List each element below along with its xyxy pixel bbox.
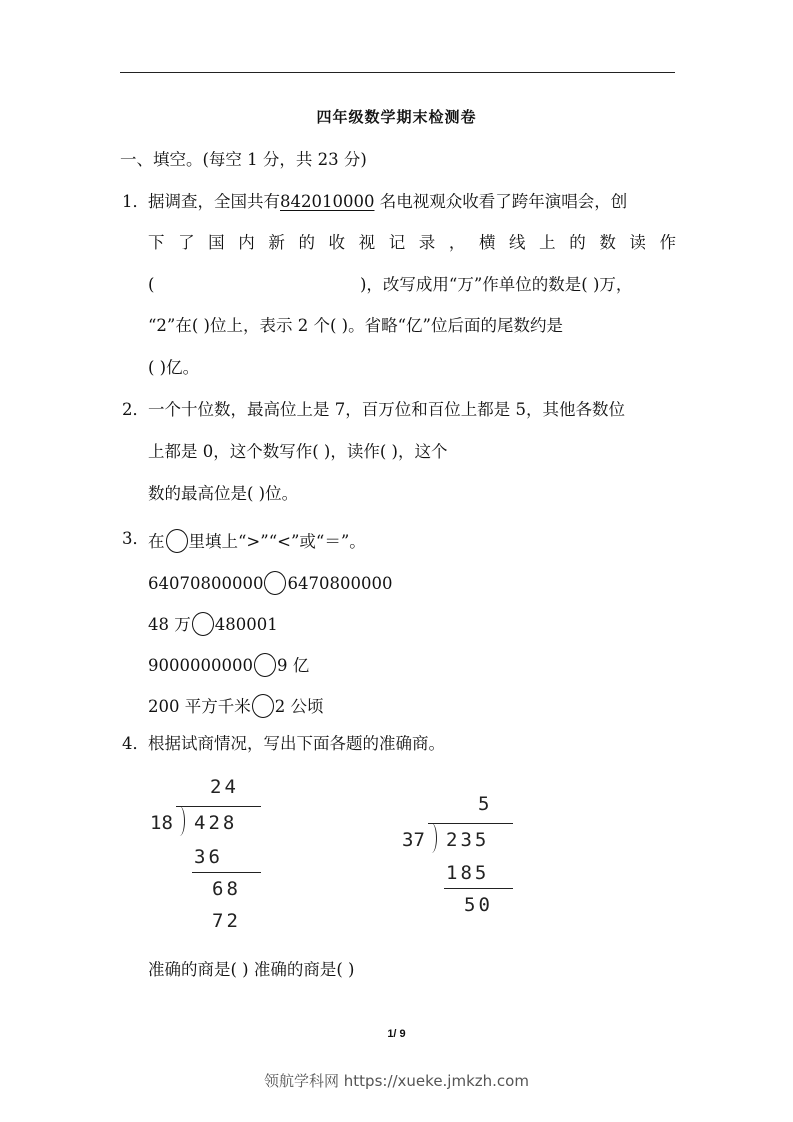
q1-line3-open: ( — [148, 275, 155, 294]
division-dividend: 428 — [194, 812, 238, 834]
q3-line1: 在 里填上“>”“<”或“＝”。 — [148, 529, 366, 553]
division-product: 185 — [446, 862, 490, 884]
q2-line2: 上都是 0，这个数写作( )，读作( )，这个 — [148, 442, 448, 461]
division-bar — [176, 806, 261, 807]
page-number: 1/ 9 — [387, 1028, 406, 1040]
q1-line1: 据调查，全国共有842010000 名电视观众收看了跨年演唱会，创 — [148, 192, 628, 211]
q1-line4: “2”在( )位上，表示 2 个( )。省略“亿”位后面的尾数约是 — [148, 316, 563, 335]
division-remainder: 50 — [464, 894, 493, 916]
q3-item: 64070800000 6470800000 — [148, 571, 392, 595]
q4-number: 4． — [122, 734, 149, 753]
q2-line3: 数的最高位是( )位。 — [148, 484, 299, 503]
division-divisor: 37 — [402, 829, 425, 851]
page-title: 四年级数学期末检测卷 — [316, 108, 477, 126]
q3-item: 9000000000 9 亿 — [148, 653, 309, 677]
q1-line2: 下了国内新的收视记录，横线上的数读作 — [148, 233, 676, 252]
division-quotient: 24 — [210, 776, 239, 798]
division-remainder: 68 — [212, 878, 241, 900]
division-bar — [428, 823, 513, 824]
compare-circle-icon[interactable] — [264, 571, 286, 595]
q2-number: 2． — [122, 400, 149, 419]
compare-circle-icon — [166, 529, 188, 553]
section-heading: 一、填空。(每空 1 分，共 23 分) — [120, 150, 367, 169]
compare-circle-icon[interactable] — [254, 653, 276, 677]
division-dividend: 235 — [446, 829, 490, 851]
division-subtract-line — [444, 888, 513, 889]
q3-item: 200 平方千米 2 公顷 — [148, 694, 324, 718]
division-divisor: 18 — [150, 812, 173, 834]
q4-line1: 根据试商情况，写出下面各题的准确商。 — [148, 734, 445, 753]
q2-line1: 一个十位数，最高位上是 7，百万位和百位上都是 5，其他各数位 — [148, 400, 625, 419]
division-product: 36 — [194, 846, 223, 868]
division-subtract-line — [192, 872, 261, 873]
compare-circle-icon[interactable] — [252, 694, 274, 718]
q3-item: 48 万 480001 — [148, 612, 278, 636]
division-bracket — [428, 823, 437, 853]
q1-number: 1． — [122, 192, 149, 211]
q4-answer-line: 准确的商是( ) 准确的商是( ) — [148, 960, 355, 979]
top-rule — [120, 72, 675, 73]
division-quotient: 5 — [478, 793, 490, 815]
q1-line3: )，改写成用“万”作单位的数是( )万， — [360, 275, 633, 294]
footer-watermark: 领航学科网 https://xueke.jmkzh.com — [264, 1072, 529, 1090]
compare-circle-icon[interactable] — [192, 612, 214, 636]
q3-number: 3． — [122, 529, 149, 548]
division-bracket — [176, 806, 185, 836]
q1-underlined-number: 842010000 — [280, 192, 375, 211]
q1-line5: ( )亿。 — [148, 358, 200, 377]
division-next: 72 — [212, 910, 241, 932]
